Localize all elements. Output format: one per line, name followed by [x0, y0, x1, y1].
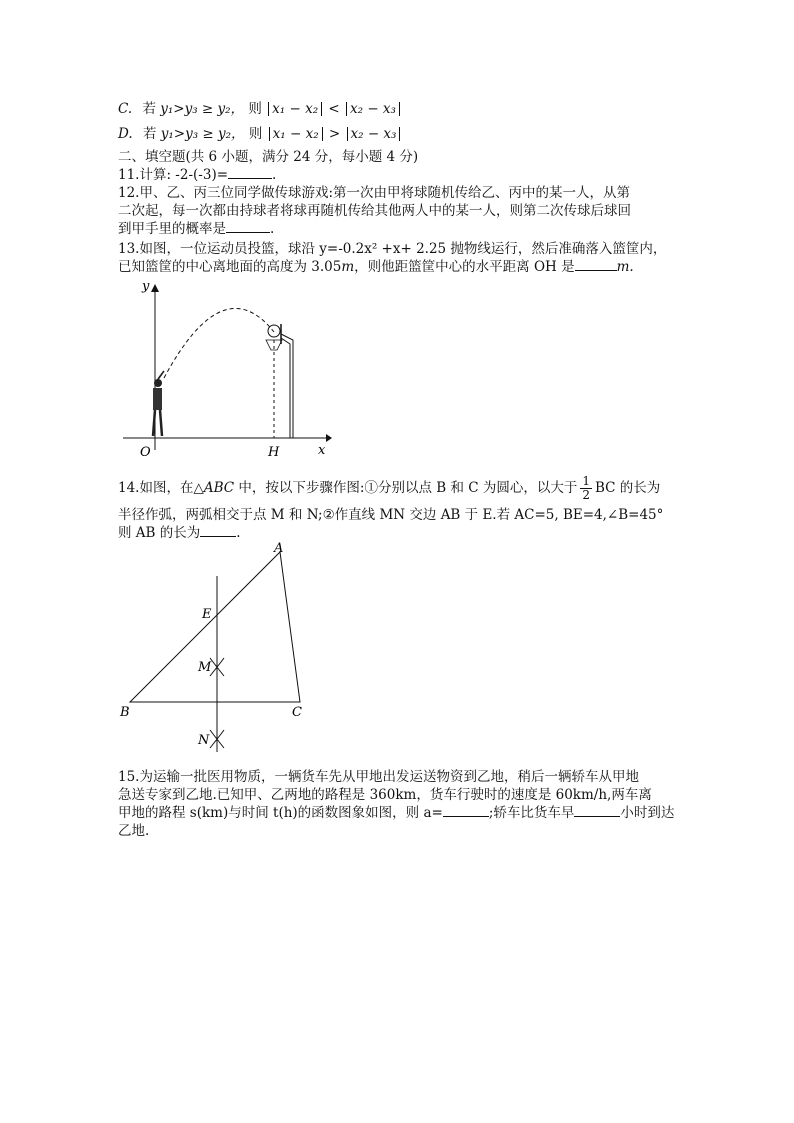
- q15-answer-blank-a[interactable]: [443, 804, 489, 817]
- vertex-b-label: B: [120, 705, 130, 720]
- triangle-abc: [130, 552, 300, 702]
- choice-c-label: C.: [118, 101, 133, 117]
- q11-answer-blank[interactable]: [228, 166, 272, 179]
- question-13-line2: [118, 258, 634, 276]
- q13-line1: 13.如图，一位运动员投篮，球沿 y=-0.2x² +x+ 2.25 抛物线运行，然后准确落入篮筐内，: [118, 241, 667, 257]
- q12-answer-blank[interactable]: [226, 220, 270, 233]
- x-axis-arrow-icon: [326, 434, 332, 442]
- choice-c-prefix: 若: [142, 101, 156, 117]
- question-14-line1: [118, 475, 660, 502]
- choice-d-condition: y₁>y₃ ≥ y₂，: [160, 126, 245, 142]
- q13-line2c: m.: [616, 259, 634, 275]
- basketball-figure: [118, 278, 338, 460]
- section-heading: 二、填空题(共 6 小题，满分 24 分，每小题 4 分): [118, 149, 419, 165]
- q12-line3: 到甲手里的概率是: [118, 221, 226, 237]
- q12-line1: 12.甲、乙、丙三位同学做传球游戏:第一次由甲将球随机传给乙、丙中的某一人，从第: [118, 185, 631, 201]
- q15-line3a: 甲地的路程 s(km)与时间 t(h)的函数图象如图，则 a=: [118, 805, 443, 821]
- fraction-numerator: 1: [582, 474, 591, 488]
- choice-d-prefix: 若: [142, 126, 157, 142]
- question-12-line3: 到甲手里的概率是 .: [118, 221, 275, 237]
- ball-trajectory: [164, 308, 274, 378]
- q15-answer-blank-hours[interactable]: [574, 804, 620, 817]
- choice-c-then: 则: [248, 101, 262, 117]
- x-axis-label: x: [318, 443, 326, 458]
- q14-line1a: 14.如图，在△: [118, 480, 204, 496]
- choice-d-relation: >: [328, 126, 341, 142]
- half-fraction: [580, 475, 592, 502]
- hoop-pole-front: [281, 334, 293, 438]
- q14-line1b: 中，按以下步骤作图:①分别以点 B 和 C 为圆心，以大于: [234, 480, 578, 496]
- point-m-label: M: [198, 660, 212, 675]
- q15-line3c: 小时到达: [620, 805, 675, 821]
- y-axis-arrow-icon: [151, 284, 159, 292]
- point-e-label: E: [202, 607, 212, 622]
- q15-line4: 乙地.: [118, 823, 150, 839]
- q15-line1: 15.为运输一批医用物质，一辆货车先从甲地出发运送物资到乙地，稍后一辆轿车从甲地: [118, 769, 639, 785]
- q14-line1c: BC 的长为: [595, 480, 661, 496]
- q12-line2: 二次起，每一次都由持球者将球再随机传给其他两人中的某一人，则第二次传球后球回: [118, 203, 631, 219]
- choice-c-lhs: x₁ − x₂: [268, 102, 322, 116]
- choice-d-label: D.: [118, 126, 133, 142]
- choice-c-rhs: x₂ − x₃: [346, 102, 400, 116]
- question-11: 11.计算: -2-(-3)= .: [118, 167, 277, 183]
- q14-line3-end: .: [236, 525, 241, 541]
- vertex-a-label: A: [274, 541, 284, 556]
- basketball-icon: [268, 325, 280, 337]
- q14-line3: 则 AB 的长为: [118, 525, 201, 541]
- vertex-c-label: C: [292, 705, 302, 720]
- y-axis-label: y: [142, 279, 150, 294]
- q11-text: 11.计算: -2-(-3)=: [118, 167, 229, 183]
- choice-c-condition: y₁>y₃ ≥ y₂，: [160, 101, 245, 117]
- q14-line2: 半径作弧，两弧相交于点 M 和 N;②作直线 MN 交边 AB 于 E.若 AC=5, BE=4,∠B=45°: [118, 507, 664, 523]
- point-n-label: N: [198, 733, 210, 748]
- choice-d-then: 则: [248, 126, 263, 142]
- q13-answer-blank[interactable]: [575, 258, 617, 271]
- q13-line2a: 已知篮筐的中心离地面的高度为 3.05: [118, 259, 342, 275]
- fraction-denominator: 2: [582, 488, 591, 502]
- q15-line2: 急送专家到乙地.已知甲、乙两地的路程是 360km，货车行驶时的速度是 60km/h,两车离: [118, 787, 652, 803]
- q14-abc: ABC: [203, 480, 235, 496]
- question-15-line3: [118, 804, 674, 822]
- origin-label: O: [140, 445, 151, 460]
- q14-answer-blank[interactable]: [200, 524, 236, 537]
- triangle-figure: [118, 540, 318, 755]
- choice-d-rhs: x₂ − x₃: [347, 127, 401, 141]
- hoop-pole-back: [281, 338, 290, 438]
- choice-d-lhs: x₁ − x₂: [269, 127, 323, 141]
- q13-unit-m: m: [341, 259, 355, 275]
- choice-c: [118, 100, 402, 118]
- q15-line3b: ;轿车比货车早: [488, 805, 575, 821]
- h-label: H: [268, 445, 280, 460]
- q13-line2b: ，则他距篮筐中心的水平距离 OH 是: [354, 259, 575, 275]
- choice-c-relation: <: [328, 101, 340, 117]
- choice-d: [118, 125, 402, 143]
